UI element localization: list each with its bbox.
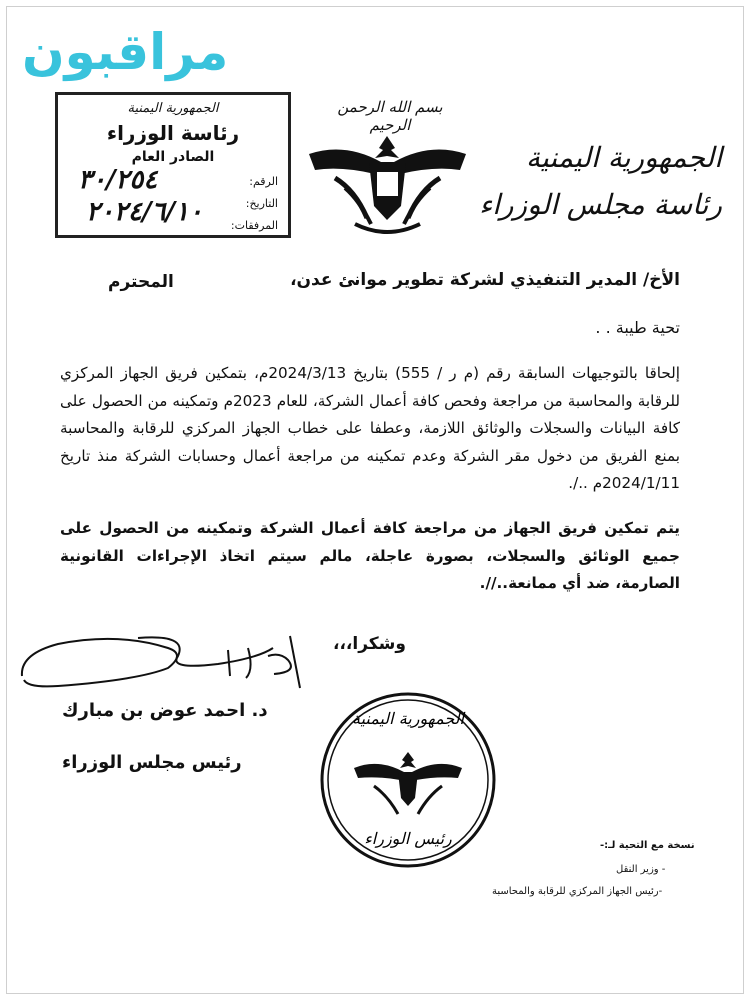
stamp-outgoing: الصادر العام [131,149,215,165]
signer-name: د. احمد عوض بن مبارك [62,700,268,721]
copies-label: نسخة مع التحية لـ:- [600,840,695,851]
closing-thanks: وشكرا،،، [333,634,406,654]
copy-recipient: -رئيس الجهاز المركزي للرقابة والمحاسبة [492,886,663,897]
presidency-name: رئاسة مجلس الوزراء [479,188,722,221]
country-name: الجمهورية اليمنية [525,141,722,174]
stamp-attachments-label: المرفقات: [230,219,278,232]
seal-bottom-text: رئيس الوزراء [364,829,452,848]
handwritten-signature [18,630,318,700]
stamp-number-label: الرقم: [249,175,278,188]
registry-stamp [55,92,291,238]
body-paragraph-1: إلحاقا بالتوجيهات السابقة رقم (م ر / 555) بتاريخ 2024/3/13م، بتمكين فريق الجهاز المركزي للرقابة والمحاسبة من مراجعة وفحص كافة أعمال الشركة، للعام 2023م وتمكينه من الحصول على كافة البيانات والسجلات والوثائق اللازمة، وعطفا على خطاب الجهاز المركزي للرقابة والمحاسبة بمنع الفريق من دخول مقر الشركة وعدم تمكينه من مراجعة أعمال وحسابات الشركة منذ تاريخ 2024/1/11م ../. [60,364,681,492]
site-logo: مراقبون [22,23,229,81]
stamp-republic: الجمهورية اليمنية [127,101,219,116]
stamp-office: رئاسة الوزراء [106,121,240,145]
stamp-date-value: ٢٠٢٤/٦/١٠ [86,197,203,227]
yemen-eagle-emblem [305,128,470,240]
signer-title: رئيس مجلس الوزراء [62,752,242,773]
greeting: تحية طيبة . . [595,318,680,337]
honorific: المحترم [108,272,174,292]
stamp-date-label: التاريخ: [245,197,278,210]
stamp-number-value: ٣٠/٢٥٤ [78,165,158,195]
addressee: الأخ/ المدير التنفيذي لشركة تطوير موانئ عدن، [290,270,680,290]
basmala: بسم الله الرحمن الرحيم [337,98,443,134]
seal-top-text: الجمهورية اليمنية [351,709,465,728]
official-seal [318,690,498,870]
body-paragraph-2: يتم تمكين فريق الجهاز من مراجعة كافة أعمال الشركة وتمكينه من الحصول على جميع الوثائق والسجلات، بصورة عاجلة، مالم سيتم اتخاذ الإجراءات القانونية الصارمة، ضد أي ممانعة..//. [60,519,680,592]
copy-recipient: - وزير النقل [616,864,666,875]
